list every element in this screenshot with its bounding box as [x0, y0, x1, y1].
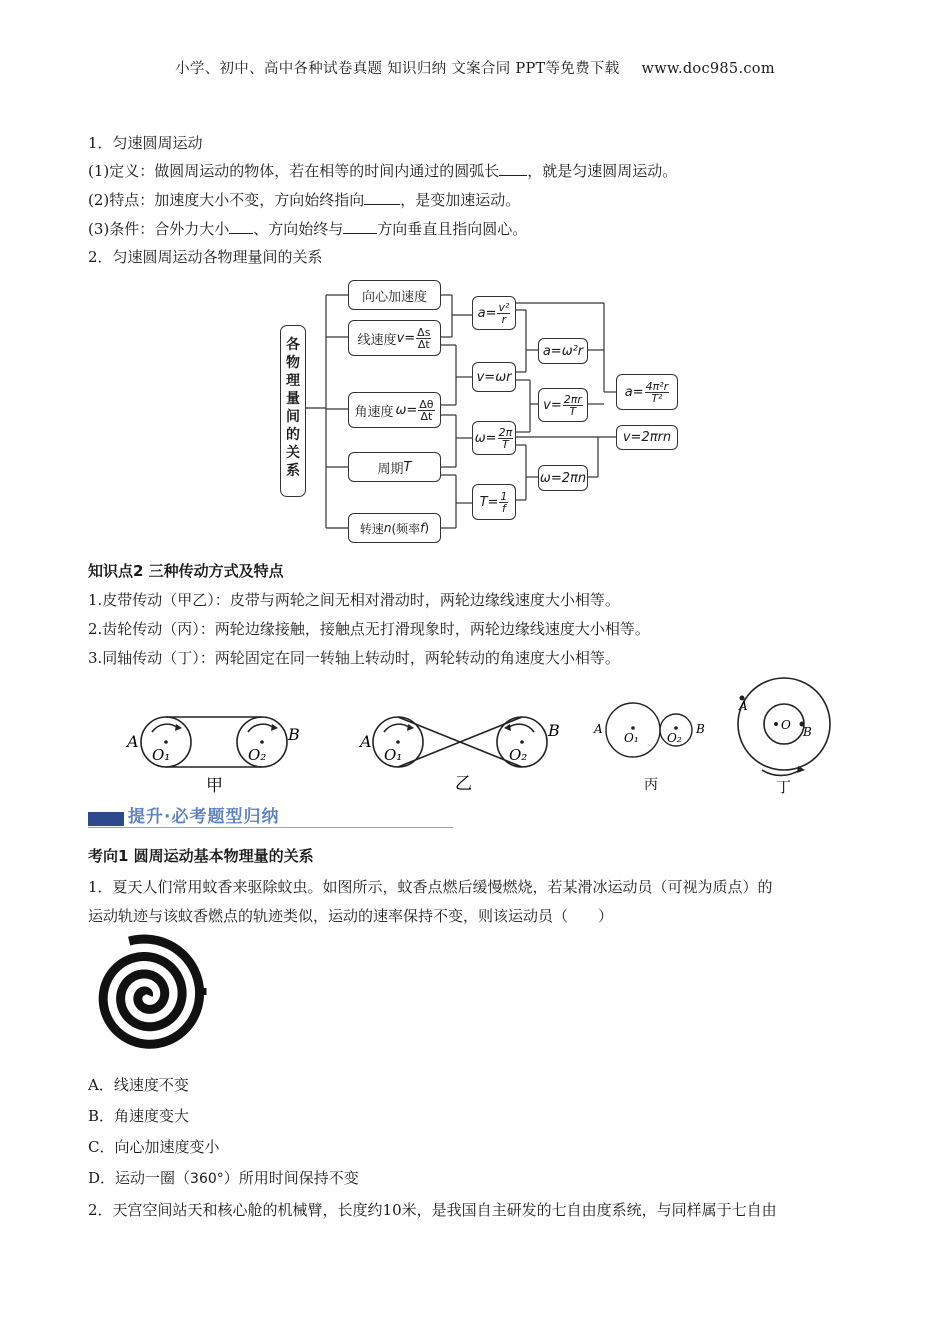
- box-omega-2pin: ω = 2πn: [538, 465, 588, 491]
- kp2-line-1: 1.皮带传动（甲乙）：皮带与两轮之间无相对滑动时，两轮边缘线速度大小相等。: [88, 591, 620, 609]
- section2-title: 2．匀速圆周运动各物理量间的关系: [88, 248, 323, 266]
- relation-diagram: [0, 0, 950, 560]
- option-b[interactable]: B．角速度变大: [88, 1107, 190, 1125]
- kp2-line-3: 3.同轴传动（丁）：两轮固定在同一转轴上转动时，两轮转动的角速度大小相等。: [88, 649, 620, 667]
- kp2-title: 知识点2 三种传动方式及特点: [88, 562, 284, 580]
- option-a[interactable]: A．线速度不变: [88, 1076, 189, 1094]
- box-T-1-f: T = $\frac{1}{f}$: [472, 484, 516, 520]
- q2-line-1: 2．天宫空间站天和核心舱的机械臂，长度约10米，是我国自主研发的七自由度系统，与同样属于七自由: [88, 1201, 777, 1219]
- header-text: 小学、初中、高中各种试卷真题 知识归纳 文案合同 PPT等免费下载: [175, 61, 620, 77]
- label-O-ding: O: [781, 718, 791, 732]
- label-A-bing: A: [594, 722, 603, 736]
- label-O2-bing: O₂: [667, 731, 682, 745]
- option-c[interactable]: C．向心加速度变小: [88, 1138, 220, 1156]
- label-O2-yi: O₂: [509, 746, 528, 764]
- label-ding: 丁: [776, 778, 792, 796]
- box-v-2pirn: v = 2πrn: [616, 425, 678, 450]
- section1-title: 1．匀速圆周运动: [88, 134, 203, 152]
- q1-line-1: 1．夏天人们常用蚊香来驱除蚊虫。如图所示，蚊香点燃后缓慢燃烧，若某滑冰运动员（可视为质点）的: [88, 878, 773, 896]
- box-a-4pi2r-T2: a = $\frac{\text{4π²r}}{\text{T²}}$: [616, 374, 678, 410]
- degree-value: 360°: [190, 1171, 224, 1187]
- label-B-bing: B: [696, 722, 705, 736]
- banner-underline: [88, 827, 453, 828]
- box-period: 周期 T: [348, 452, 441, 482]
- label-jia: 甲: [206, 776, 223, 796]
- header-url[interactable]: www.doc985.com: [641, 61, 775, 77]
- box-a-v2-r: a = $\frac{\text{v²}}{r}$: [472, 296, 516, 330]
- transmission-figures: [0, 670, 950, 810]
- box-a-omega2r: a = ω²r: [538, 338, 588, 364]
- section-banner: [88, 800, 453, 828]
- mosquito-coil-image: [85, 932, 215, 1062]
- kp2-line-2: 2.齿轮传动（丙）：两轮边缘接触，接触点无打滑现象时，两轮边缘线速度大小相等。: [88, 620, 650, 638]
- label-bing: 丙: [644, 777, 658, 793]
- label-B-jia: B: [288, 725, 300, 744]
- label-O1-bing: O₁: [624, 731, 639, 745]
- feature-line: (2)特点：加速度大小不变，方向始终指向 ，是变加速运动。: [88, 191, 521, 209]
- spiral-path: [103, 939, 199, 1044]
- label-O1-jia: O₁: [152, 746, 171, 764]
- option-d[interactable]: D．运动一圈（360°）所用时间保持不变: [88, 1169, 359, 1187]
- figure-gear-bing: [606, 703, 692, 757]
- label-B-ding: B: [803, 725, 812, 739]
- box-linear-velocity: 线速度 v = $\frac{\Delta s}{\Delta t}$: [348, 320, 441, 356]
- box-centripetal-accel: 向心加速度: [348, 280, 441, 310]
- box-omega-2pi-T: ω = $\frac{2\pi}{T}$: [472, 421, 516, 455]
- banner-strip: [88, 812, 124, 826]
- definition-line: (1)定义：做圆周运动的物体，若在相等的时间内通过的圆弧长 ，就是匀速圆周运动。: [88, 162, 678, 180]
- box-v-omega-r: v = ωr: [472, 362, 516, 392]
- label-yi: 乙: [455, 774, 472, 794]
- root-box: 各 物 理 量 间 的 关 系: [280, 325, 306, 497]
- condition-line: (3)条件：合外力大小 、方向始终与 方向垂直且指向圆心。: [88, 220, 528, 238]
- diagram-connectors: [0, 0, 950, 560]
- label-A-ding: A: [739, 699, 748, 713]
- label-A-yi: A: [360, 732, 372, 751]
- box-revolution: 转速 n (频率 f ): [348, 513, 441, 543]
- q1-line-2: 运动轨迹与该蚊香燃点的轨迹类似，运动的速率保持不变，则该运动员（ ）: [88, 907, 614, 925]
- banner-title: 提升·必考题型归纳: [128, 807, 280, 827]
- label-B-yi: B: [548, 721, 560, 740]
- label-O1-yi: O₁: [384, 746, 403, 764]
- box-angular-velocity: 角速度 ω = $\frac{\Delta\theta}{\Delta t}$: [348, 392, 441, 428]
- kx1-title: 考向1 圆周运动基本物理量的关系: [88, 847, 314, 865]
- label-O2-jia: O₂: [248, 746, 267, 764]
- label-A-jia: A: [127, 732, 139, 751]
- box-v-2pir-T: v = $\frac{2\pi r}{T}$: [538, 388, 588, 422]
